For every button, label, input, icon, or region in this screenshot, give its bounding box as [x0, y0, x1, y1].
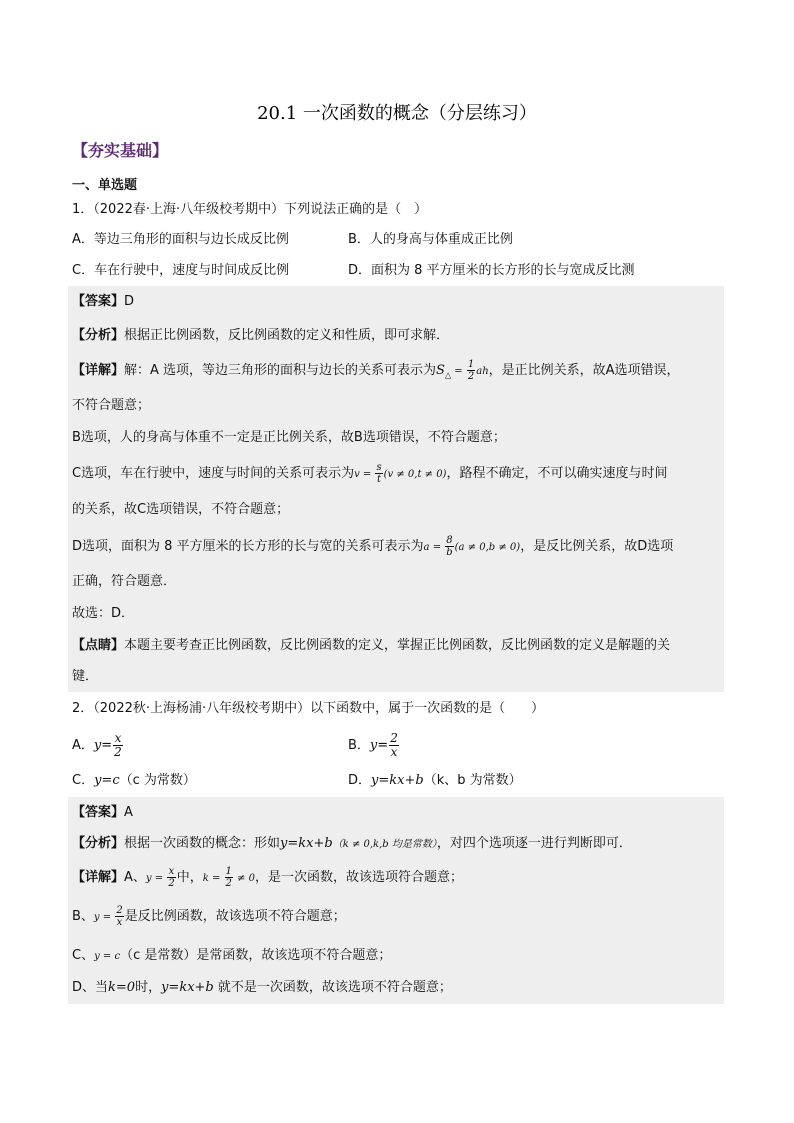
formula-term: y=kx+b [280, 836, 333, 851]
question-2-answer [72, 803, 133, 823]
formula-term: ≠ 0 [233, 873, 255, 884]
formula-term: y = [145, 873, 167, 884]
detail-text: D选项，面积为 8 平方厘米的长方形的长与宽的关系可表示为 [72, 539, 424, 554]
question-1-option-d: D．面积为 8 平方厘米的长方形的长与宽成反比测 [348, 263, 635, 278]
question-1-option-c: C．车在行驶中，速度与时间成反比例 [72, 263, 290, 278]
analysis-tag: 【分析】 [72, 836, 125, 851]
detail-text: 是反比例函数，故该选项不符合题意； [124, 909, 346, 924]
option-label: D． [348, 773, 372, 788]
formula-term: a = [423, 542, 445, 553]
question-1-comment-line-2: 键． [72, 669, 99, 684]
option-label: A． [72, 738, 94, 753]
detail-text: ，是反比例关系，故D选项 [520, 539, 674, 554]
fraction-denominator: 2 [114, 745, 122, 759]
formula-condition: (a ≠ 0,b ≠ 0) [454, 542, 521, 553]
fraction-numerator: 2 [390, 731, 398, 745]
answer-value: D [124, 294, 135, 309]
detail-text: 中， [176, 870, 203, 885]
detail-text: 解：A 选项，等边三角形的面积与边长的关系可表示为 [124, 363, 437, 378]
fraction-s-over-t [375, 462, 382, 485]
detail-tag: 【详解】 [72, 870, 125, 885]
formula-term: y [369, 738, 378, 753]
answer-tag: 【答案】 [72, 294, 125, 309]
question-1-detail-line-8: 故选：D． [72, 606, 135, 621]
detail-text: （c 是常数）是常函数，故该选项不符合题意； [120, 948, 392, 963]
question-1-option-a: A．等边三角形的面积与边长成反比例 [72, 232, 289, 247]
formula-term: v = [354, 469, 375, 480]
fraction-numerator: 2 [116, 905, 123, 916]
detail-tag: 【详解】 [72, 363, 125, 378]
fraction-denominator: t [377, 474, 382, 485]
detail-text: C、 [72, 948, 95, 963]
detail-text: C选项，车在行驶中，速度与时间的关系可表示为 [72, 466, 355, 481]
formula-condition: （k ≠ 0,k,b 均是常数） [332, 839, 437, 850]
fraction-denominator: 2 [168, 878, 175, 889]
equals-sign: = [377, 738, 389, 753]
question-1-detail-line-4 [72, 461, 667, 488]
detail-text: ，是正比例关系，故A选项错误， [488, 363, 680, 378]
question-2-option-b [348, 732, 400, 759]
question-1-comment [72, 636, 670, 656]
formula-term: y=kx+b [371, 773, 424, 788]
analysis-text: ，对四个选项逐一进行判断即可． [436, 836, 632, 851]
question-2-stem: 2．（2022秋·上海杨浦·八年级校考期中）以下函数中，属于一次函数的是（ ） [72, 701, 545, 716]
question-2-option-a [72, 732, 124, 759]
question-2-analysis [72, 834, 632, 855]
detail-text: D、当 [72, 980, 109, 995]
formula-term: y [93, 738, 102, 753]
option-note: （k、b 为常数） [423, 773, 522, 788]
question-2-detail-line-4 [72, 978, 452, 998]
detail-text: ，路程不确定，不可以确实速度与时间 [446, 466, 668, 481]
detail-text: 就不是一次函数，故该选项不符合题意； [213, 980, 452, 995]
fraction-numerator: 1 [225, 866, 232, 877]
fraction-denominator: x [116, 917, 123, 928]
question-1-answer [72, 292, 134, 312]
option-note: （c 为常数） [119, 773, 196, 788]
fraction-8-over-b [445, 535, 453, 558]
question-2-detail-line-2 [72, 904, 346, 931]
formula-term: y = c [94, 951, 121, 962]
question-2-detail-line-3 [72, 946, 391, 967]
analysis-tag: 【分析】 [72, 328, 125, 343]
question-2-option-d [348, 771, 522, 791]
equals-sign: = [101, 738, 113, 753]
fraction-numerator: x [168, 866, 175, 877]
fraction-denominator: 2 [467, 371, 475, 382]
fraction-denominator: b [446, 547, 453, 558]
triangle-subscript: △ [444, 370, 452, 380]
question-1-detail-line-2: 不符合题意； [72, 398, 151, 413]
question-1-detail-line-5: 的关系，故C选项错误，不符合题意； [72, 502, 290, 517]
option-label: C． [72, 773, 95, 788]
question-1-solution-box [68, 286, 724, 692]
fraction-denominator: x [390, 745, 398, 759]
formula-term: y=c [94, 773, 120, 788]
equals-sign: = [451, 366, 466, 377]
fraction-denominator: 2 [225, 878, 232, 889]
formula-condition: (v ≠ 0,t ≠ 0) [383, 469, 447, 480]
fraction-x-over-2 [167, 866, 175, 889]
area-symbol: S [436, 363, 445, 378]
question-1-detail-line-3: B选项，人的身高与体重不一定是正比例关系，故B选项错误，不符合题意； [72, 430, 506, 445]
fraction-2-over-x [389, 732, 399, 759]
analysis-text: 根据正比例函数，反比例函数的定义和性质，即可求解． [124, 328, 450, 343]
answer-tag: 【答案】 [72, 805, 125, 820]
answer-value: A [124, 805, 133, 820]
part-heading: 一、单选题 [72, 178, 138, 193]
question-2-solution-box [68, 797, 724, 1004]
detail-text: 时， [135, 980, 162, 995]
detail-text: A、 [124, 870, 146, 885]
formula-term: ah [476, 366, 489, 377]
comment-tag: 【点睛】 [72, 638, 125, 653]
question-2-detail-line-1 [72, 865, 463, 892]
question-1-detail-line-6 [72, 534, 673, 561]
page-title: 20.1 一次函数的概念（分层练习） [257, 103, 537, 124]
question-1-stem: 1．（2022春·上海·八年级校考期中）下列说法正确的是（ ） [72, 202, 428, 217]
fraction-numerator: x [114, 731, 122, 745]
option-label: B． [348, 738, 370, 753]
fraction-2-over-x [115, 905, 123, 928]
detail-text: ，是一次函数，故该选项符合题意； [254, 870, 463, 885]
analysis-text: 根据一次函数的概念：形如 [124, 836, 281, 851]
fraction-numerator: 8 [446, 535, 453, 546]
question-1-analysis [72, 326, 449, 346]
fraction-one-half [225, 866, 233, 889]
comment-text: 本题主要考查正比例函数，反比例函数的定义，掌握正比例函数，反比例函数的定义是解题的关 [124, 638, 671, 653]
fraction-x-over-2 [113, 732, 123, 759]
question-1-detail-line-7: 正确，符合题意． [72, 574, 177, 589]
question-2-option-c [72, 771, 196, 791]
formula-term: k=0 [108, 980, 136, 995]
section-heading: 【夯实基础】 [72, 141, 169, 160]
detail-text: B、 [72, 909, 94, 924]
formula-term: k = [202, 873, 224, 884]
formula-term: y = [93, 912, 115, 923]
fraction-numerator: s [376, 462, 382, 473]
question-1-option-b: B．人的身高与体重成正比例 [348, 232, 513, 247]
formula-term: y=kx+b [161, 980, 214, 995]
fraction-numerator: 1 [467, 359, 475, 370]
question-1-detail-line-1 [72, 358, 680, 389]
fraction-one-half [467, 359, 475, 382]
